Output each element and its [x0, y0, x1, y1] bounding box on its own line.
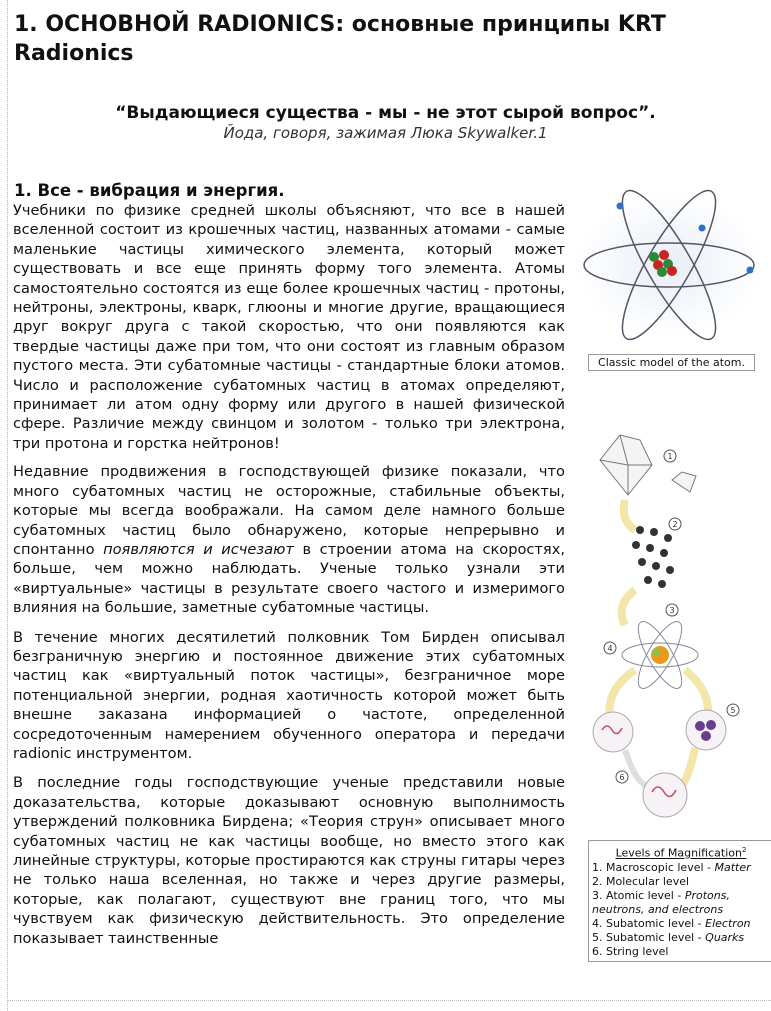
- epigraph-quote: “Выдающиеся существа - мы - не этот сырой вопрос”.: [115, 103, 656, 123]
- atom-small-icon: [622, 616, 698, 694]
- crystal-icon: [600, 435, 696, 495]
- level-1-text: 1. Macroscopic level -: [592, 860, 715, 874]
- page-border-bottom: [7, 1000, 771, 1001]
- mag-label-2: 2: [672, 520, 678, 529]
- level-2-text: 2. Molecular level: [592, 874, 690, 888]
- level-5-text: 5. Subatomic level -: [592, 930, 706, 944]
- level-item-4: [592, 917, 770, 931]
- paragraph-2-part-c: в строении атома на скоростях, больше, чем можно наблюдать. Ученые только узнали эти «виртуальные» частицы в результате своего частого и измеримого влияния на большие, заметные субатомные частицы.: [13, 540, 565, 617]
- section-heading: 1. Все - вибрация и энергия.: [14, 181, 285, 200]
- level-4-detail: Electron: [705, 916, 751, 930]
- level-item-6: [592, 945, 770, 959]
- levels-title-text: Levels of Magnification: [615, 846, 742, 860]
- paragraph-3: В течение многих десятилетий полковник Том Бирден описывал безграничную энергию и постоянное движение этих субатомных частиц как «виртуальный поток частицы», безграничное море потенциальной энергии, родная хаотичность которой может быть внешне заказана информацией о частоте, определенной сосредоточенным намерением обученного оператора и передачи radionic инструментом.: [13, 628, 565, 762]
- atom-illustration: [574, 185, 764, 345]
- level-4-text: 4. Subatomic level -: [592, 916, 706, 930]
- paragraph-2: [13, 462, 565, 617]
- level-item-1: [592, 861, 770, 875]
- body-text: [13, 201, 565, 958]
- level-item-2: [592, 875, 770, 889]
- paragraph-2-part-a: Недавние продвижения в господствующей физике показали, что много субатомных частиц не осторожные, стабильные объекты, которые мы всегда воображали. На самом деле намного больше субатомных частиц было обнаружено, которые непрерывно и спонтанно: [13, 463, 565, 558]
- epigraph-attribution: Йода, говоря, зажимая Люка Skywalker.1: [223, 124, 548, 142]
- level-item-3: [592, 889, 770, 917]
- levels-title-footnote: 2: [741, 846, 747, 854]
- paragraph-2-emphasis: появляются и исчезают: [103, 540, 294, 558]
- level-3-text: 3. Atomic level -: [592, 888, 685, 902]
- mag-label-5: 5: [730, 706, 736, 715]
- paragraph-1: Учебники по физике средней школы объясняют, что все в нашей вселенной состоит из крошечных частиц, названных атомами - самые маленькие частицы химического элемента, который может существовать и все еще принять форму того элемента. Атомы самостоятельно состоятся из еще более крошечных частиц - протоны, нейтроны, электроны, кварк, глюоны и многие другие, вращающиеся друг вокруг друга с такой скоростью, что они появляются как твердые частицы даже при том, что они состоят из главным образом пустого места. Эти субатомные частицы - стандартные блоки атомов. Число и расположение субатомных частиц в атомах определяют, принимает ли атом одну форму или другого в нашей физической сфере. Различие между свинцом и золотом - только три электрона, три протона и горстка нейтронов!: [13, 202, 565, 452]
- paragraph-4: В последние годы господствующие ученые представили новые доказательства, которые доказывают основную выполнимость утверждений полковника Бирдена; «Теория струн» описывает много субатомных частиц не как частицы вообще, но вместо этого как линейные структуры, которые простираются как струны гитары через не только наша вселенная, но также и через другие размеры, которые, как полагают, существуют вне границ того, что мы чувствуем как физическую действительность. Это определение показывает таинственные: [13, 774, 565, 947]
- levels-of-magnification-box: [588, 840, 771, 962]
- molecule-icon: [632, 526, 674, 588]
- level-1-detail: Matter: [714, 860, 751, 874]
- level-6-text: 6. String level: [592, 944, 669, 958]
- mag-label-6: 6: [619, 773, 625, 782]
- level-3-detail: Protons, neutrons, and electrons: [592, 888, 730, 916]
- mag-label-4: 4: [607, 644, 613, 653]
- atom-caption: Classic model of the atom.: [588, 354, 755, 371]
- mag-label-1: 1: [667, 452, 673, 461]
- levels-title: [592, 843, 770, 861]
- magnification-illustration: [580, 420, 740, 840]
- page-title: 1. ОСНОВНОЙ RADIONICS: основные принципы KRT Radionics: [14, 12, 666, 66]
- level-5-detail: Quarks: [705, 930, 745, 944]
- mag-label-3: 3: [669, 606, 675, 615]
- level-item-5: [592, 931, 770, 945]
- page-border-left: [7, 0, 8, 1011]
